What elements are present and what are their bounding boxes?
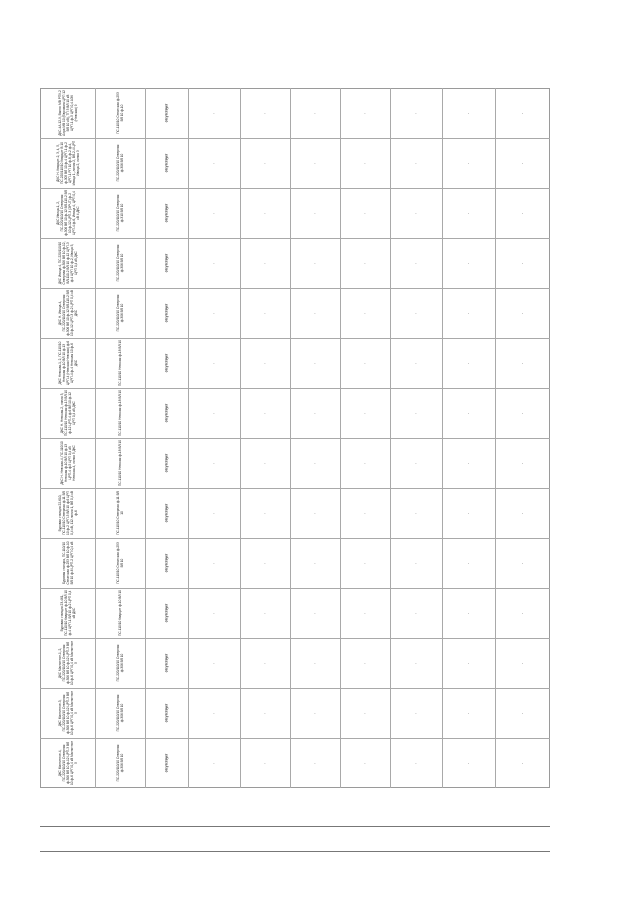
line-cell-text: ПС-220/110/10 Северная ф-310 ВЛ 10: [116, 194, 124, 232]
empty-cell-marker: [495, 588, 550, 638]
empty-cell-marker: [495, 388, 550, 438]
empty-cell-marker: [390, 538, 442, 588]
empty-cell-marker-text: .: [521, 460, 524, 466]
empty-cell-marker-text: .: [213, 360, 215, 366]
empty-cell-marker-text: .: [521, 360, 524, 366]
empty-cell-marker: [495, 188, 550, 238]
empty-cell-marker: [240, 738, 290, 788]
empty-cell-marker-text: .: [415, 710, 417, 716]
status-cell-text: отсутствует: [164, 703, 169, 723]
empty-cell-marker: [290, 438, 340, 488]
empty-cell-marker-text: .: [467, 160, 470, 166]
empty-cell-marker: [442, 238, 495, 288]
empty-cell-marker-text: .: [415, 610, 417, 616]
object-cell-text: Буровая станция 23-461, ПС-110/10 Кварцит ф-10 ВЛ 10 ф-4 ЦРП-1 ВЛ 10 ф-2 ЦРП 0,4 кВ ДКС: [59, 590, 76, 636]
line-cell: [95, 288, 145, 338]
line-cell-text: ПС-220/110/10 Северная ф-306 ВЛ 10: [116, 744, 124, 782]
empty-cell-marker: [390, 338, 442, 388]
empty-cell-marker: [340, 238, 390, 288]
object-cell-text: ДКС Н. Невская-4, ПС-110/10 Невская ф-10 ВЛ 10 ф-13 ЦРП-4 ф-5 ЦРП 0,4 кВ Невская-4, линия 5 ДКС: [59, 441, 76, 485]
empty-cell-marker-text: .: [521, 410, 524, 416]
empty-cell-marker-text: .: [364, 460, 366, 466]
empty-cell-marker-text: .: [415, 310, 417, 316]
empty-cell-marker-text: .: [264, 660, 266, 666]
empty-cell-marker-text: .: [415, 410, 417, 416]
empty-cell-marker: [290, 388, 340, 438]
empty-cell-marker-text: .: [264, 160, 266, 166]
empty-cell-marker-text: .: [314, 610, 316, 616]
empty-cell-marker-text: .: [521, 660, 524, 666]
line-cell-text: ПС-220/110/10 Северная ф-306 ВЛ 10: [116, 644, 124, 682]
empty-cell-marker-text: .: [364, 710, 366, 716]
empty-cell-marker: [340, 488, 390, 538]
empty-cell-marker-text: .: [213, 210, 215, 216]
status-cell: [145, 188, 188, 238]
object-cell: [40, 738, 95, 788]
empty-cell-marker: [390, 188, 442, 238]
empty-cell-marker-text: .: [415, 160, 417, 166]
empty-cell-marker-text: .: [467, 460, 470, 466]
empty-cell-marker: [290, 238, 340, 288]
empty-cell-marker-text: .: [467, 260, 470, 266]
empty-cell-marker: [495, 138, 550, 188]
empty-cell-marker: [442, 738, 495, 788]
empty-cell-marker: [442, 88, 495, 138]
line-cell: [95, 538, 145, 588]
empty-cell-marker: [188, 388, 240, 438]
object-cell-text: ДКС Н. Невская-2, линия 3, ПС-110/10 Невская ф-13 ВЛ 10 ф-12 ЦРП-4 ф-6 ВЛ 10 ф-12 ЦРП 0,4 кВ ДКС: [59, 390, 76, 436]
object-cell-text: ДКС Невская-1, 2, ПС-110/10 Невская ф-10 ВЛ 10 ф-13 ЦРП-4 (Невская Невская) ф-6 ЦРП-4 ф-4 Невская 10 ф-6 ДКС: [57, 340, 78, 386]
empty-cell-marker: [340, 288, 390, 338]
empty-cell-marker: [390, 138, 442, 188]
empty-cell-marker-text: .: [314, 260, 316, 266]
empty-cell-marker-text: .: [521, 260, 524, 266]
line-cell-text: ПС-110/10 Невская ф-18 ВЛ 10: [118, 340, 122, 386]
object-cell-text: Буровая станция, ПС-110/10 Сенатская ф-253 ВЛ 10 ф-10 ВЛ 10 ф-6 ЦРП-2 ЦРП 0,4 кВ: [61, 541, 74, 585]
empty-cell-marker-text: .: [521, 160, 524, 166]
status-cell: [145, 88, 188, 138]
empty-cell-marker: [290, 338, 340, 388]
empty-cell-marker: [188, 338, 240, 388]
empty-cell-marker-text: .: [264, 210, 266, 216]
empty-cell-marker-text: .: [314, 360, 316, 366]
status-cell: [145, 738, 188, 788]
empty-cell-marker: [240, 88, 290, 138]
empty-cell-marker-text: .: [213, 410, 215, 416]
empty-cell-marker-text: .: [314, 560, 316, 566]
empty-cell-marker-text: .: [467, 760, 470, 766]
status-cell: [145, 538, 188, 588]
empty-cell-marker-text: .: [415, 110, 417, 116]
line-cell-text: ПС-110/10 Северная ф-11 ВЛ 10: [116, 491, 124, 535]
empty-cell-marker: [188, 438, 240, 488]
empty-cell-marker: [240, 338, 290, 388]
empty-cell-marker-text: .: [415, 210, 417, 216]
empty-cell-marker: [442, 188, 495, 238]
object-cell: [40, 288, 95, 338]
empty-cell-marker: [340, 388, 390, 438]
status-cell-text: отсутствует: [164, 453, 169, 473]
empty-cell-marker: [340, 538, 390, 588]
object-cell: [40, 388, 95, 438]
empty-cell-marker-text: .: [264, 310, 266, 316]
empty-cell-marker-text: .: [314, 110, 316, 116]
empty-cell-marker: [290, 138, 340, 188]
line-cell-text: ПС-110/10 Невская ф-18 ВЛ 10: [118, 440, 122, 486]
empty-cell-marker: [390, 438, 442, 488]
object-cell-text: Буровая станция 22-610, ПС-110/10 Северная ф-11 ВЛ 10 ф-2 ЦРП-3 ВЛ 10 ф-6 ЦРП 0,4 кВ, 112 линия 1, ВЛ 0,4 кВ ф-6: [57, 491, 78, 535]
empty-cell-marker-text: .: [264, 360, 266, 366]
empty-cell-marker: [290, 588, 340, 638]
line-cell: [95, 388, 145, 438]
empty-cell-marker: [240, 638, 290, 688]
empty-cell-marker-text: .: [314, 710, 316, 716]
empty-cell-marker-text: .: [521, 710, 524, 716]
empty-cell-marker-text: .: [314, 310, 316, 316]
line-cell: [95, 638, 145, 688]
status-cell: [145, 338, 188, 388]
empty-cell-marker: [442, 488, 495, 538]
empty-cell-marker-text: .: [364, 260, 366, 266]
status-cell-text: отсутствует: [164, 653, 169, 673]
status-cell: [145, 438, 188, 488]
empty-cell-marker: [390, 588, 442, 638]
empty-cell-marker-text: .: [314, 760, 316, 766]
object-cell-text: ДКС Магнитное-1, 2, ПС-220/110/10 Северная ф-306 ВЛ 10 ф-12 ЦРП-3 ВЛ 10 ф-6 ЦРП 0,4 кВ Магнитное 5: [57, 640, 78, 686]
status-cell-text: отсутствует: [164, 303, 169, 323]
line-cell-text: ПС-110/10 Сенатская ф-253 ВЛ 10 ф-10: [116, 92, 124, 134]
line-cell: [95, 688, 145, 738]
object-cell-text: ДКС Магнитное-4, ПС-220/110/10 Северная ф-306 ВЛ 10 ф-12 ЦРП-3 ВЛ 10 ф-6 ЦРП 0,4 кВ Магнитное 5: [57, 740, 78, 786]
empty-cell-marker-text: .: [314, 660, 316, 666]
object-cell-text: ДКС Н. Ивица-4, ПС-220/110/10 Северная ф-306 ВЛ 10 ф-12 ВЛ-110-2 ВЛ 10 ф-12 ЦРП-3 ф-2 ЦРП 0,4 кВ ДКС: [57, 290, 78, 336]
empty-cell-marker-text: .: [213, 710, 215, 716]
empty-cell-marker: [442, 688, 495, 738]
empty-cell-marker: [240, 138, 290, 188]
line-cell-text: ПС-110/10 Невская ф-18 ВЛ 10: [118, 390, 122, 436]
empty-cell-marker-text: .: [213, 260, 215, 266]
empty-cell-marker-text: .: [415, 510, 417, 516]
empty-cell-marker: [240, 438, 290, 488]
status-cell: [145, 638, 188, 688]
line-cell-text: ПС-110/10 Сенатская ф-253 ВЛ 10: [116, 542, 124, 584]
empty-cell-marker: [188, 188, 240, 238]
empty-cell-marker-text: .: [415, 260, 417, 266]
empty-cell-marker: [390, 88, 442, 138]
line-cell-text: ПС-220/110/10 Северная ф-306 ВЛ 10: [116, 294, 124, 332]
empty-cell-marker-text: .: [415, 760, 417, 766]
empty-cell-marker-text: .: [521, 210, 524, 216]
empty-cell-marker: [390, 288, 442, 338]
empty-cell-marker: [240, 588, 290, 638]
empty-cell-marker: [495, 638, 550, 688]
line-cell: [95, 488, 145, 538]
empty-cell-marker-text: .: [467, 510, 470, 516]
empty-cell-marker-text: .: [521, 110, 524, 116]
empty-cell-marker-text: .: [213, 310, 215, 316]
empty-cell-marker: [442, 438, 495, 488]
empty-cell-marker: [340, 338, 390, 388]
empty-cell-marker: [188, 238, 240, 288]
empty-cell-marker: [495, 288, 550, 338]
empty-cell-marker: [290, 88, 340, 138]
empty-cell-marker: [340, 588, 390, 638]
empty-cell-marker: [290, 738, 340, 788]
empty-cell-marker-text: .: [467, 660, 470, 666]
empty-cell-marker: [495, 88, 550, 138]
empty-cell-marker: [390, 688, 442, 738]
empty-cell-marker-text: .: [213, 660, 215, 666]
empty-cell-marker: [240, 188, 290, 238]
empty-cell-marker-text: .: [415, 660, 417, 666]
status-cell-text: отсутствует: [164, 553, 169, 573]
empty-cell-marker: [495, 538, 550, 588]
object-cell-text: ДКС Ивица 4, ПС-220/110/10 Северная ф-306 ВЛ 10 ф-12, ВЛ-110-2 ВЛ 10 ф-12 ЦРП-3 ф-4 ЦРП 10 ф-2, Ивица 5, ЦРП 0,4 кВ ДКС: [57, 241, 78, 285]
empty-cell-marker-text: .: [314, 160, 316, 166]
empty-cell-marker: [442, 538, 495, 588]
line-cell: [95, 188, 145, 238]
object-cell-text: ДКС Н. Кварцит-2, 3, 4, 5, ПС-220/110/10 Кварцит В 10 ф-305 ВЛ 10 ф-4 ЦРП-1 ф-2 ЦРП-1 РП 10 ф-8, ф-2 ф-4, Ивица 1, линия 2, ВЛ-2-4 ЦРП Ивица 2, линия 3: [55, 140, 80, 186]
empty-cell-marker-text: .: [364, 210, 366, 216]
empty-cell-marker-text: .: [213, 110, 215, 116]
empty-cell-marker-text: .: [264, 710, 266, 716]
empty-cell-marker: [340, 638, 390, 688]
object-cell: [40, 488, 95, 538]
empty-cell-marker-text: .: [364, 510, 366, 516]
status-cell-text: отсутствует: [164, 603, 169, 623]
empty-cell-marker: [290, 188, 340, 238]
status-cell-text: отсутствует: [164, 103, 169, 123]
empty-cell-marker-text: .: [415, 360, 417, 366]
empty-cell-marker: [390, 738, 442, 788]
status-cell-text: отсутствует: [164, 753, 169, 773]
empty-cell-marker: [495, 438, 550, 488]
empty-cell-marker-text: .: [314, 410, 316, 416]
status-cell: [145, 588, 188, 638]
empty-cell-marker: [240, 688, 290, 738]
empty-cell-marker: [340, 138, 390, 188]
line-cell-text: ПС-220/110/10 Северная ф-306 ВЛ 10: [116, 244, 124, 282]
empty-cell-marker: [495, 738, 550, 788]
empty-cell-marker-text: .: [364, 660, 366, 666]
empty-cell-marker-text: .: [364, 560, 366, 566]
empty-cell-marker-text: .: [264, 260, 266, 266]
object-cell: [40, 138, 95, 188]
empty-cell-marker: [240, 488, 290, 538]
empty-cell-marker: [188, 538, 240, 588]
status-cell-text: отсутствует: [164, 253, 169, 273]
empty-cell-marker-text: .: [264, 510, 266, 516]
empty-cell-marker: [340, 688, 390, 738]
line-cell-text: ПС-110/10 Кварцит ф-10 ВЛ 10: [118, 590, 122, 636]
empty-cell-marker: [442, 638, 495, 688]
empty-cell-marker: [495, 238, 550, 288]
status-cell-text: отсутствует: [164, 503, 169, 523]
status-cell: [145, 488, 188, 538]
line-cell-text: ПС-220/110/10 Северная ф-306 ВЛ 10: [116, 694, 124, 732]
empty-cell-marker-text: .: [521, 560, 524, 566]
empty-cell-marker: [390, 238, 442, 288]
empty-cell-marker: [290, 288, 340, 338]
object-cell-text: ДКС Ивица-1, 2, ПС-220/110/10 Северная ф-306 ВЛ 10 ф-12 ВЛ-110-2 ВЛ 10 ф-12 ЦРП-3 (ЭРЧТ) ф-2 ЦРП-4 ф-6, Ивица 4, ЦРП 0,4 кВ 4 ДКС: [55, 190, 80, 236]
empty-cell-marker: [188, 688, 240, 738]
object-cell: [40, 88, 95, 138]
empty-cell-marker: [442, 288, 495, 338]
object-cell: [40, 638, 95, 688]
object-cell: [40, 688, 95, 738]
line-cell: [95, 88, 145, 138]
empty-cell-marker: [390, 488, 442, 538]
empty-cell-marker: [495, 338, 550, 388]
status-cell-text: отсутствует: [164, 403, 169, 423]
empty-cell-marker-text: .: [467, 410, 470, 416]
empty-cell-marker: [290, 688, 340, 738]
empty-cell-marker-text: .: [314, 460, 316, 466]
empty-cell-marker: [340, 188, 390, 238]
empty-cell-marker-text: .: [213, 160, 215, 166]
object-cell: [40, 538, 95, 588]
empty-cell-marker-text: .: [467, 110, 470, 116]
empty-cell-marker: [188, 88, 240, 138]
empty-cell-marker: [188, 488, 240, 538]
empty-cell-marker: [340, 438, 390, 488]
empty-cell-marker: [188, 638, 240, 688]
object-cell: [40, 188, 95, 238]
empty-cell-marker: [442, 338, 495, 388]
empty-cell-marker: [188, 738, 240, 788]
empty-cell-marker: [188, 588, 240, 638]
empty-cell-marker-text: .: [213, 460, 215, 466]
line-cell: [95, 588, 145, 638]
line-cell: [95, 238, 145, 288]
status-cell-text: отсутствует: [164, 153, 169, 173]
footer-line-2: [40, 851, 550, 852]
empty-cell-marker: [240, 238, 290, 288]
empty-cell-marker-text: .: [521, 760, 524, 766]
status-cell: [145, 288, 188, 338]
status-cell-text: отсутствует: [164, 353, 169, 373]
empty-cell-marker-text: .: [364, 610, 366, 616]
empty-cell-marker-text: .: [264, 460, 266, 466]
empty-cell-marker-text: .: [264, 760, 266, 766]
empty-cell-marker: [290, 488, 340, 538]
empty-cell-marker-text: .: [364, 310, 366, 316]
empty-cell-marker-text: .: [364, 360, 366, 366]
empty-cell-marker: [240, 388, 290, 438]
empty-cell-marker-text: .: [467, 310, 470, 316]
line-cell: [95, 338, 145, 388]
object-cell: [40, 238, 95, 288]
empty-cell-marker-text: .: [314, 510, 316, 516]
empty-cell-marker-text: .: [467, 560, 470, 566]
object-cell: [40, 588, 95, 638]
empty-cell-marker-text: .: [213, 760, 215, 766]
empty-cell-marker-text: .: [415, 460, 417, 466]
line-cell-text: ПС-220/110/10 Северная ф-306 ВЛ 10: [116, 144, 124, 182]
empty-cell-marker-text: .: [521, 310, 524, 316]
empty-cell-marker-text: .: [314, 210, 316, 216]
object-cell: [40, 338, 95, 388]
empty-cell-marker-text: .: [364, 110, 366, 116]
empty-cell-marker: [290, 538, 340, 588]
empty-cell-marker-text: .: [415, 560, 417, 566]
object-cell-text: ДКС Магнитное-3, ПС-220/110/10 Северная ф-306 ВЛ 10 ф-12 ЦРП-3 ВЛ 10 ф-6 ЦРП 0,4 кВ Магнитное 5: [57, 690, 78, 736]
footer-line-1: [40, 826, 550, 827]
empty-cell-marker-text: .: [364, 160, 366, 166]
empty-cell-marker: [442, 138, 495, 188]
status-cell-text: отсутствует: [164, 203, 169, 223]
empty-cell-marker: [442, 388, 495, 438]
empty-cell-marker: [495, 688, 550, 738]
empty-cell-marker-text: .: [467, 210, 470, 216]
empty-cell-marker-text: .: [264, 110, 266, 116]
empty-cell-marker-text: .: [264, 410, 266, 416]
object-cell-text: ДКС-4А-12-9, Вынос МВ РП9-2 Аэра МВ 10 (Евромага ЦРП 12 ВЛ 10 кВ), ТП 3 ВЛ 10 кВ ЦРП-1 ф-5 ЦРП 0,4 АЭК (Невская) 9: [57, 90, 78, 136]
empty-cell-marker-text: .: [521, 510, 524, 516]
empty-cell-marker: [390, 388, 442, 438]
empty-cell-marker: [188, 288, 240, 338]
status-cell: [145, 388, 188, 438]
empty-cell-marker: [240, 538, 290, 588]
line-cell: [95, 738, 145, 788]
empty-cell-marker: [390, 638, 442, 688]
empty-cell-marker-text: .: [467, 360, 470, 366]
object-cell: [40, 438, 95, 488]
empty-cell-marker-text: .: [467, 710, 470, 716]
empty-cell-marker: [188, 138, 240, 188]
status-cell: [145, 138, 188, 188]
empty-cell-marker-text: .: [264, 560, 266, 566]
empty-cell-marker: [340, 88, 390, 138]
empty-cell-marker-text: .: [264, 610, 266, 616]
empty-cell-marker: [442, 588, 495, 638]
empty-cell-marker: [290, 638, 340, 688]
empty-cell-marker-text: .: [521, 610, 524, 616]
empty-cell-marker-text: .: [213, 610, 215, 616]
empty-cell-marker-text: .: [213, 510, 215, 516]
empty-cell-marker-text: .: [364, 410, 366, 416]
empty-cell-marker: [340, 738, 390, 788]
empty-cell-marker: [495, 488, 550, 538]
status-cell: [145, 238, 188, 288]
empty-cell-marker-text: .: [213, 560, 215, 566]
line-cell: [95, 138, 145, 188]
line-cell: [95, 438, 145, 488]
empty-cell-marker: [240, 288, 290, 338]
empty-cell-marker-text: .: [364, 760, 366, 766]
status-cell: [145, 688, 188, 738]
empty-cell-marker-text: .: [467, 610, 470, 616]
